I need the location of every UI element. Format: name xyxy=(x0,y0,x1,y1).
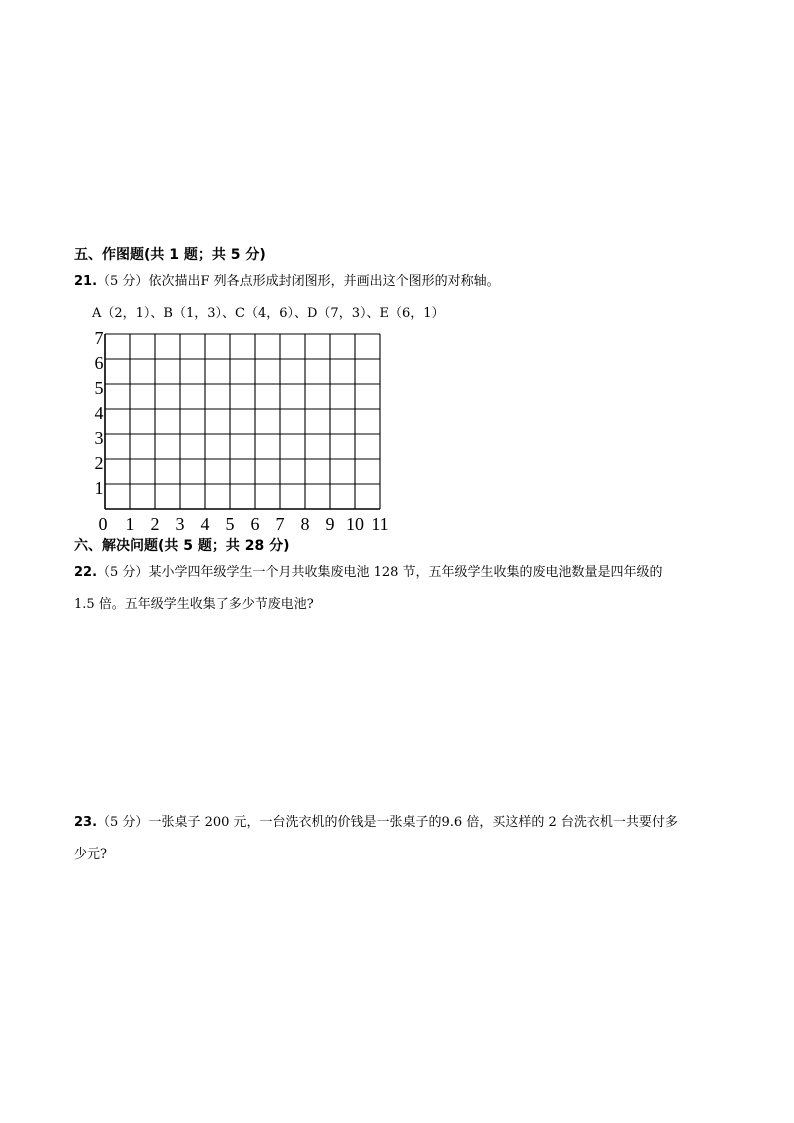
y-tick-label: 7 xyxy=(94,328,104,348)
question-text-line1: 某小学四年级学生一个月共收集废电池 128 节，五年级学生收集的废电池数量是四年级的 xyxy=(148,565,663,580)
question-21 xyxy=(74,270,500,289)
x-tick-label: 9 xyxy=(325,514,335,534)
x-tick-label: 4 xyxy=(200,514,210,534)
x-tick-label: 7 xyxy=(275,514,285,534)
section-5-title: 五、作图题(共 1 题；共 5 分) xyxy=(74,247,266,263)
x-tick-label: 5 xyxy=(225,514,235,534)
x-tick-label: 11 xyxy=(371,514,389,534)
y-tick-label: 6 xyxy=(94,353,104,373)
x-tick-label: 1 xyxy=(125,514,135,534)
x-tick-label: 8 xyxy=(300,514,310,534)
y-tick-label: 1 xyxy=(94,478,104,498)
y-tick-label: 3 xyxy=(94,428,104,448)
grid-lines xyxy=(105,334,380,509)
x-axis-labels xyxy=(99,514,389,534)
question-text-line1: 一张桌子 200 元，一台洗衣机的价钱是一张桌子的9.6 倍，买这样的 2 台洗衣机一共要付多 xyxy=(148,815,678,830)
x-tick-label: 0 xyxy=(98,514,108,534)
x-tick-label: 10 xyxy=(346,514,364,534)
question-number: 22. xyxy=(74,565,98,580)
x-tick-label: 2 xyxy=(150,514,160,534)
question-points: （5 分） xyxy=(97,815,149,830)
y-tick-label: 5 xyxy=(94,378,104,398)
x-tick-label: 3 xyxy=(175,514,185,534)
question-number: 21. xyxy=(74,274,98,289)
y-tick-label: 2 xyxy=(94,453,104,473)
question-23-line2: 少元? xyxy=(74,847,107,862)
question-23 xyxy=(74,811,678,830)
question-points: （5 分） xyxy=(97,274,149,289)
y-tick-label: 4 xyxy=(94,403,104,423)
question-number: 23. xyxy=(74,815,98,830)
y-axis-labels xyxy=(95,328,104,498)
question-21-coordinates: A（2，1）、B（1，3）、C（4，6）、D（7，3）、E（6，1） xyxy=(92,306,445,321)
x-tick-label: 6 xyxy=(250,514,260,534)
section-6-title: 六、解决问题(共 5 题；共 28 分) xyxy=(74,538,290,554)
question-22 xyxy=(74,561,663,580)
question-22-line2: 1.5 倍。五年级学生收集了多少节废电池? xyxy=(74,597,314,612)
coordinate-grid xyxy=(88,326,398,534)
question-points: （5 分） xyxy=(97,565,149,580)
question-text: 依次描出F 列各点形成封闭图形，并画出这个图形的对称轴。 xyxy=(148,274,500,289)
